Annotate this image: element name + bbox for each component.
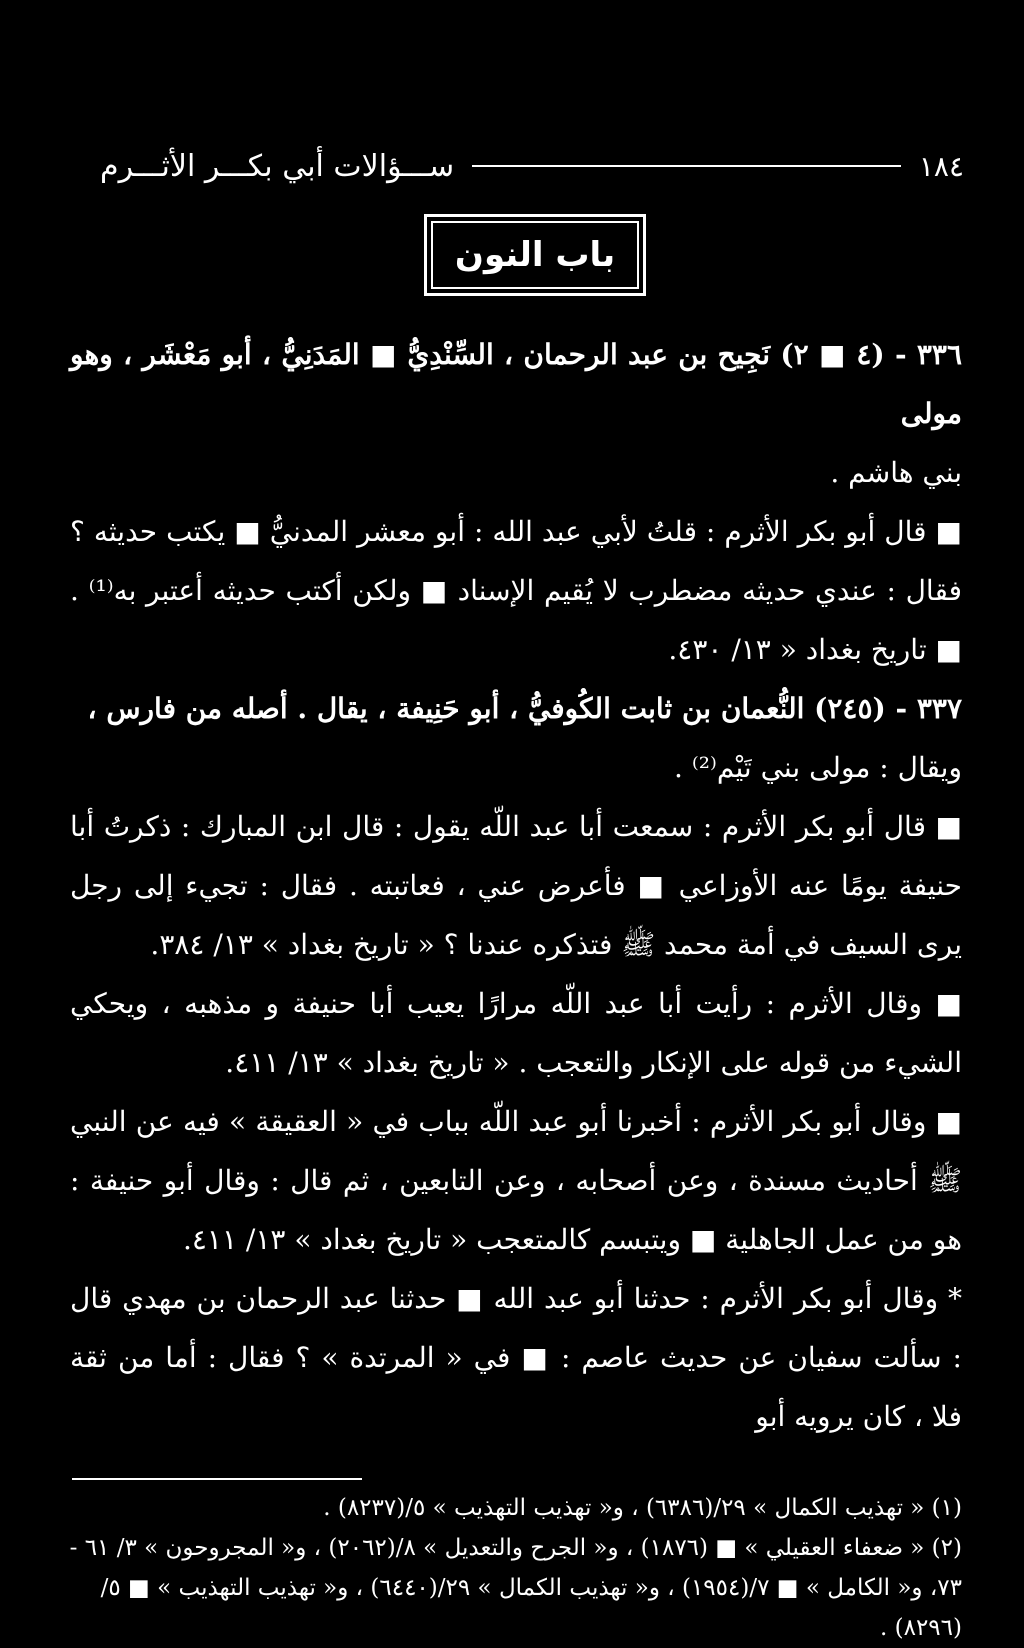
entry-337-heading: ٣٣٧ - (٢٤٥) النُّعمان بن ثابت الكُوفيُّ ، أبو حَنِيفة ، يقال . أصله من فارس ، [87, 692, 962, 725]
main-text [70, 325, 962, 1446]
footnote-line: (١) « تهذيب الكمال » ٢٩/(٦٣٨٦) ، و« تهذيب التهذيب » ٥/(٨٢٣٧) . [323, 1495, 962, 1521]
page-number: ١٨٤ [918, 149, 964, 183]
footnote-separator [72, 1478, 362, 1480]
running-title: ســـؤالات أبي بكـــر الأثـــرم [100, 148, 455, 184]
entry-337-paragraph-2: ■ وقال الأثرم : رأيت أبا عبد اللّه مرارًا يعيب أبا حنيفة و مذهبه ، ويحكي الشيء من قوله على الإنكار والتعجب . « تاريخ بغداد » ١٣/ ٤١١. [70, 987, 962, 1079]
entry-337-paragraph-1: ■ قال أبو بكر الأثرم : سمعت أبا عبد اللّه يقول : قال ابن المبارك : ذكرتُ أبا حنيفة يومًا عنه الأوزاعي ■ فأعرض عني ، فعاتبته . فقال : تجيء إلى رجل يرى السيف في أمة محمد ﷺ فتذكره عندنا ؟ « تاريخ بغداد » ١٣/ ٣٨٤. [70, 810, 962, 961]
footnotes [62, 1488, 962, 1648]
footnote-line: (٢) « ضعفاء العقيلي » ■ (١٨٧٦) ، و« الجرح والتعديل » ٨/(٢٠٦٢) ، و« المجروحون » ٣/ ٦١ - [69, 1535, 962, 1561]
entry-337-heading-continued: ويقال : مولى بني تَيْم⁽²⁾ . [674, 751, 962, 784]
entry-336-heading-continued: بني هاشم . [830, 456, 962, 489]
footnote-line: ٧٣، و« الكامل » ■ ٧/(١٩٥٤) ، و« تهذيب الكمال » ٢٩/(٦٤٤٠) ، و« تهذيب التهذيب » ■ ٥/ [100, 1575, 962, 1601]
chapter-title-box [424, 214, 646, 296]
chapter-title-inner-frame [431, 221, 639, 289]
header-rule [472, 165, 901, 167]
chapter-title: باب النون [454, 235, 616, 275]
entry-336-heading: ٣٣٦ - (٤ ■ ٢) نَجِيح بن عبد الرحمان ، السِّنْدِيُّ ■ المَدَنِيُّ ، أبو مَعْشَر ، وهو مولى [70, 338, 963, 430]
footnote-line: (٨٢٩٦) . [879, 1615, 962, 1641]
page-header [100, 146, 964, 186]
entry-337-paragraph-4: * وقال أبو بكر الأثرم : حدثنا أبو عبد الله ■ حدثنا عبد الرحمان بن مهدي قال : سألت سفيان عن حديث عاصم : ■ في « المرتدة » ؟ فقال : أما من ثقة فلا ، كان يرويه أبو [70, 1282, 962, 1433]
entry-337-paragraph-3: ■ وقال أبو بكر الأثرم : أخبرنا أبو عبد اللّه بباب في « العقيقة » فيه عن النبي ﷺ أحاديث مسندة ، وعن أصحابه ، وعن التابعين ، ثم قال : وقال أبو حنيفة : هو من عمل الجاهلية ■ ويتبسم كالمتعجب « تاريخ بغداد » ١٣/ ٤١١. [70, 1105, 962, 1256]
entry-336-paragraph: ■ قال أبو بكر الأثرم : قلتُ لأبي عبد الله : أبو معشر المدنيُّ ■ يكتب حديثه ؟ فقال : عندي حديثه مضطرب لا يُقيم الإسناد ■ ولكن أكتب حديثه أعتبر به⁽¹⁾ . ■ تاريخ بغداد « ١٣/ ٤٣٠. [70, 515, 962, 666]
